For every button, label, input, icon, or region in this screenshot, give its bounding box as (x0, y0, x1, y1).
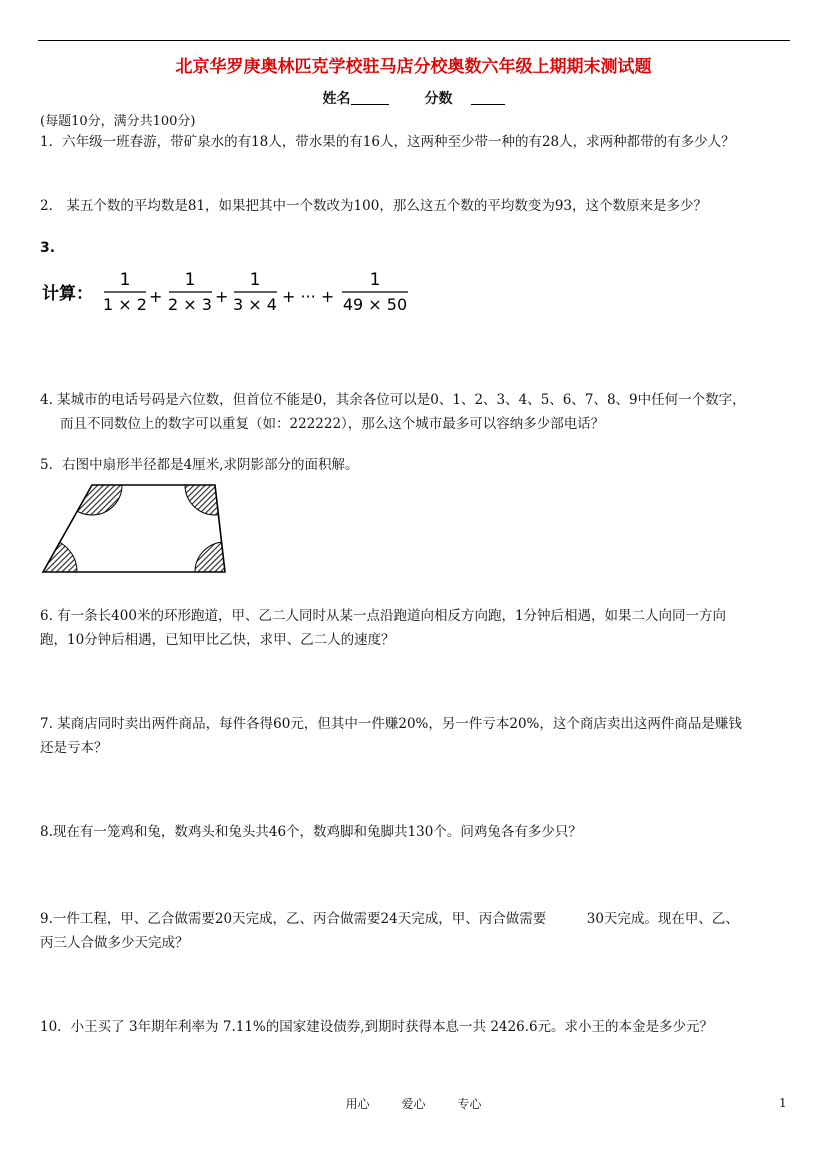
question-8: 8.现在有一笼鸡和兔，数鸡头和兔头共46个，数鸡脚和兔脚共130个。问鸡兔各有多少只？ (40, 824, 582, 840)
question-10: 10．小王买了 3年期年利率为 7.11%的国家建设债券,到期时获得本息一共 2426.6元。求小王的本金是多少元？ (40, 1019, 714, 1035)
footer-item-3: 专心 (457, 1097, 482, 1111)
page-title: 北京华罗庚奥林匹克学校驻马店分校奥数六年级上期期末测试题 (175, 57, 652, 77)
footer-item-2: 爱心 (401, 1097, 426, 1111)
plus-1: + (149, 287, 163, 306)
score-blank (471, 90, 505, 105)
question-1: 1．六年级一班春游，带矿泉水的有18人，带水果的有16人，这两种至少带一种的有28人，求两种都带的有多少人？ (40, 134, 735, 150)
question-4 (40, 388, 792, 436)
question-9 (40, 907, 792, 955)
question-7-line-1: 7. 某商店同时卖出两件商品，每件各得60元，但其中一件赚20%，另一件亏本20%，这个商店卖出这两件商品是赚钱 (40, 716, 742, 732)
term-1-numerator: 1 (119, 270, 131, 290)
question-7-line-2: 还是亏本？ (40, 740, 108, 756)
ellipsis: + ··· + (282, 287, 335, 306)
term-4-denominator: 49 × 50 (342, 295, 408, 314)
score-label: 分数 (424, 91, 453, 107)
trapezoid-figure (40, 480, 240, 576)
name-score-line (0, 88, 827, 108)
term-3-numerator: 1 (249, 270, 261, 290)
page-number: 1 (779, 1096, 787, 1110)
question-6-line-1: 6. 有一条长400米的环形跑道，甲、乙二人同时从某一点沿跑道向相反方向跑，1分钟后相遇，如果二人向同一方向 (40, 608, 727, 624)
term-2-denominator: 2 × 3 (168, 295, 212, 314)
question-6-line-2: 跑，10分钟后相遇，已知甲比乙快，求甲、乙二人的速度？ (40, 632, 395, 648)
question-7 (40, 712, 792, 760)
question-9-line-1: 9.一件工程，甲、乙合做需要20天完成，乙、丙合做需要24天完成，甲、丙合做需要 30天完成。现在甲、乙、 (40, 911, 739, 927)
plus-2: + (215, 287, 229, 306)
question-5: 5．右图中扇形半径都是4厘米,求阴影部分的面积解。 (40, 457, 359, 473)
header-rule (38, 40, 790, 41)
question-6 (40, 604, 792, 652)
footer-item-1: 用心 (345, 1097, 370, 1111)
question-9-line-2: 丙三人合做多少天完成？ (40, 935, 189, 951)
formula-label: 计算： (42, 284, 93, 304)
question-3-formula (40, 262, 420, 322)
name-blank (351, 90, 389, 105)
page-footer (0, 1095, 827, 1112)
scoring-note: (每题10分，满分共100分) (40, 114, 196, 129)
question-4-line-1: 4. 某城市的电话号码是六位数，但首位不能是0，其余各位可以是0、1、2、3、4、5、6、7、8、9中任何一个数字， (40, 392, 746, 408)
name-label: 姓名 (322, 91, 351, 107)
term-4-numerator: 1 (369, 270, 381, 290)
question-4-line-2: 而且不同数位上的数字可以重复（如：222222），那么这个城市最多可以容纳多少部电话？ (60, 416, 605, 432)
term-3-denominator: 3 × 4 (233, 295, 277, 314)
sector-bottom-right (195, 542, 240, 576)
question-3-number: 3. (40, 240, 56, 256)
term-2-numerator: 1 (184, 270, 196, 290)
question-2: 2． 某五个数的平均数是81，如果把其中一个数改为100，那么这五个数的平均数变为93，这个数原来是多少？ (40, 198, 708, 214)
term-1-denominator: 1 × 2 (103, 295, 147, 314)
